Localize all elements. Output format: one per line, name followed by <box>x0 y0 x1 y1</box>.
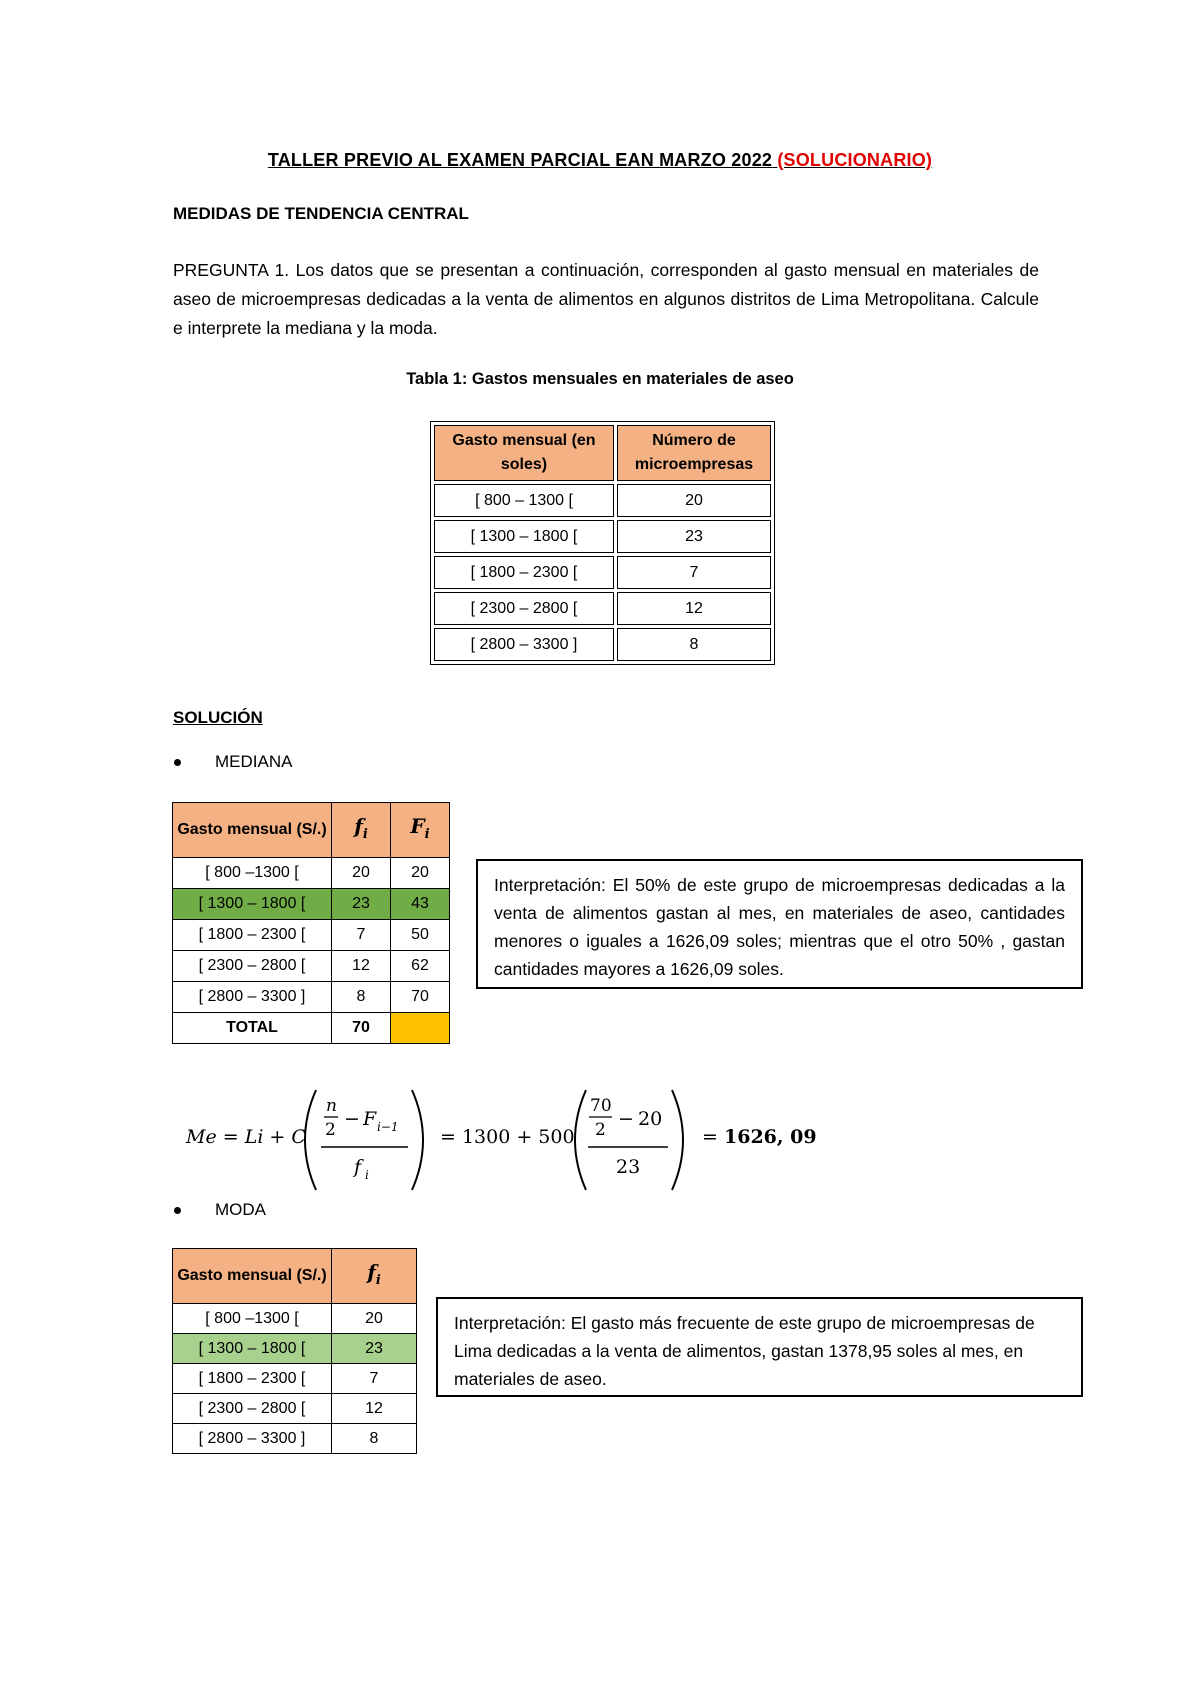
moda-cell: 20 <box>332 1304 417 1334</box>
mediana-cell: [ 1800 – 2300 [ <box>173 920 332 951</box>
mediana-row <box>173 982 450 1013</box>
formula-seventy: 70 <box>590 1096 612 1116</box>
table1-cell: [ 2300 – 2800 [ <box>434 592 614 625</box>
svg-text:−: − <box>618 1108 634 1130</box>
section-heading: MEDIDAS DE TENDENCIA CENTRAL <box>173 204 469 223</box>
formula-eq1: = 1300 + 500 <box>440 1126 575 1148</box>
table1-cell: 8 <box>617 628 771 661</box>
paren-open-2 <box>575 1090 586 1190</box>
document-title <box>0 150 1200 171</box>
mediana-total-row <box>173 1013 450 1044</box>
formula-fi-sub: i <box>365 1168 369 1182</box>
table1-cell: 7 <box>617 556 771 589</box>
moda-header-fi: $f_i$ <box>332 1249 417 1304</box>
mediana-cell: 20 <box>391 858 450 889</box>
mediana-interpretation: Interpretación: El 50% de este grupo de microempresas dedicadas a la venta de alimentos gastan al mes, en materiales de aseo, cantidades menores o iguales a 1626,09 soles; mientras que el otro 50% , gastan cantidades mayores a 1626,09 soles. <box>476 859 1083 989</box>
moda-table <box>172 1248 417 1454</box>
moda-row <box>173 1364 417 1394</box>
moda-cell: 12 <box>332 1394 417 1424</box>
paren-close-1 <box>412 1090 423 1190</box>
moda-row <box>173 1334 417 1364</box>
mediana-cell: 50 <box>391 920 450 951</box>
mediana-cell: 12 <box>332 951 391 982</box>
table1-row <box>434 520 771 553</box>
table1-row <box>434 628 771 661</box>
moda-cell: [ 2300 – 2800 [ <box>173 1394 332 1424</box>
moda-interpretation: Interpretación: El gasto más frecuente de este grupo de microempresas de Lima dedicadas a la venta de alimentos, gastan 1378,95 soles al mes, en materiales de aseo. <box>436 1297 1083 1397</box>
mediana-body <box>173 858 450 1013</box>
mediana-cell: 43 <box>391 889 450 920</box>
mediana-cell: [ 800 –1300 [ <box>173 858 332 889</box>
mediana-table <box>172 802 450 1044</box>
moda-cell: 8 <box>332 1424 417 1454</box>
table1-row <box>434 592 771 625</box>
table1-row <box>434 484 771 517</box>
mediana-header-row <box>173 803 450 858</box>
bullet-mediana-label: MEDIANA <box>215 752 293 771</box>
paren-close-2 <box>672 1090 683 1190</box>
solution-heading: SOLUCIÓN <box>173 708 263 727</box>
formula-twenty: 20 <box>638 1108 663 1130</box>
moda-header-row <box>173 1249 417 1304</box>
table1-cell: [ 800 – 1300 [ <box>434 484 614 517</box>
mediana-header-Fi: $F_i$ <box>391 803 450 858</box>
bullet-moda <box>174 1200 266 1220</box>
mediana-total-empty <box>391 1013 450 1044</box>
moda-body <box>173 1304 417 1454</box>
formula-F-sub: i−1 <box>377 1120 399 1134</box>
svg-text:=: = <box>702 1126 718 1148</box>
moda-cell: 23 <box>332 1334 417 1364</box>
moda-cell: [ 1300 – 1800 [ <box>173 1334 332 1364</box>
mediana-cell: 62 <box>391 951 450 982</box>
moda-cell: [ 1800 – 2300 [ <box>173 1364 332 1394</box>
formula-two-2: 2 <box>595 1120 606 1140</box>
table1-cell: 12 <box>617 592 771 625</box>
mediana-cell: [ 2800 – 3300 ] <box>173 982 332 1013</box>
bullet-mediana <box>174 752 292 772</box>
formula-two: 2 <box>325 1120 336 1140</box>
formula-n: n <box>326 1096 337 1116</box>
mediana-cell: 70 <box>391 982 450 1013</box>
moda-cell: [ 800 –1300 [ <box>173 1304 332 1334</box>
moda-header-gasto: Gasto mensual (S/.) <box>173 1249 332 1304</box>
mediana-cell: [ 1300 – 1800 [ <box>173 889 332 920</box>
bullet-dot-icon <box>174 1207 181 1214</box>
mediana-cell: 20 <box>332 858 391 889</box>
formula-result: 1626, 09 <box>724 1126 817 1148</box>
mediana-cell: [ 2300 – 2800 [ <box>173 951 332 982</box>
title-highlight: (SOLUCIONARIO) <box>777 150 933 170</box>
mediana-row <box>173 889 450 920</box>
table1-cell: 23 <box>617 520 771 553</box>
formula-F: F <box>363 1108 377 1130</box>
formula-twentythree: 23 <box>616 1156 641 1178</box>
moda-row <box>173 1424 417 1454</box>
table1-header-row <box>434 425 771 481</box>
mediana-cell: 7 <box>332 920 391 951</box>
bullet-dot-icon <box>174 759 181 766</box>
bullet-moda-label: MODA <box>215 1200 266 1219</box>
table1-header-gasto: Gasto mensual (en soles) <box>434 425 614 481</box>
mediana-header-fi: $f_i$ <box>332 803 391 858</box>
median-formula <box>186 1085 817 1195</box>
mediana-total-value: 70 <box>332 1013 391 1044</box>
svg-text:−: − <box>344 1108 360 1130</box>
mediana-row <box>173 858 450 889</box>
median-formula-svg <box>186 1085 817 1195</box>
table1-row <box>434 556 771 589</box>
mediana-header-gasto: Gasto mensual (S/.) <box>173 803 332 858</box>
moda-cell: [ 2800 – 3300 ] <box>173 1424 332 1454</box>
table1-cell: [ 1300 – 1800 [ <box>434 520 614 553</box>
paren-open-1 <box>305 1090 316 1190</box>
table1-caption: Tabla 1: Gastos mensuales en materiales de aseo <box>406 370 794 388</box>
table1-header-numero: Número de microempresas <box>617 425 771 481</box>
formula-lhs: Me = Li + C <box>186 1126 306 1148</box>
formula-fi: f <box>354 1156 362 1178</box>
table1-cell: [ 2800 – 3300 ] <box>434 628 614 661</box>
table1 <box>430 421 775 665</box>
table1-body <box>434 484 771 661</box>
mediana-cell: 23 <box>332 889 391 920</box>
mediana-cell: 8 <box>332 982 391 1013</box>
moda-row <box>173 1304 417 1334</box>
moda-cell: 7 <box>332 1364 417 1394</box>
mediana-row <box>173 951 450 982</box>
title-main: TALLER PREVIO AL EXAMEN PARCIAL EAN MARZO 2022 <box>267 150 773 170</box>
question-text: PREGUNTA 1. Los datos que se presentan a continuación, corresponden al gasto mensual en materiales de aseo de microempresas dedicadas a la venta de alimentos en algunos distritos de Lima Metropolitana. Calcule e interprete la mediana y la moda. <box>173 260 1039 338</box>
mediana-row <box>173 920 450 951</box>
table1-cell: [ 1800 – 2300 [ <box>434 556 614 589</box>
table1-cell: 20 <box>617 484 771 517</box>
mediana-total-label: TOTAL <box>173 1013 332 1044</box>
moda-row <box>173 1394 417 1424</box>
